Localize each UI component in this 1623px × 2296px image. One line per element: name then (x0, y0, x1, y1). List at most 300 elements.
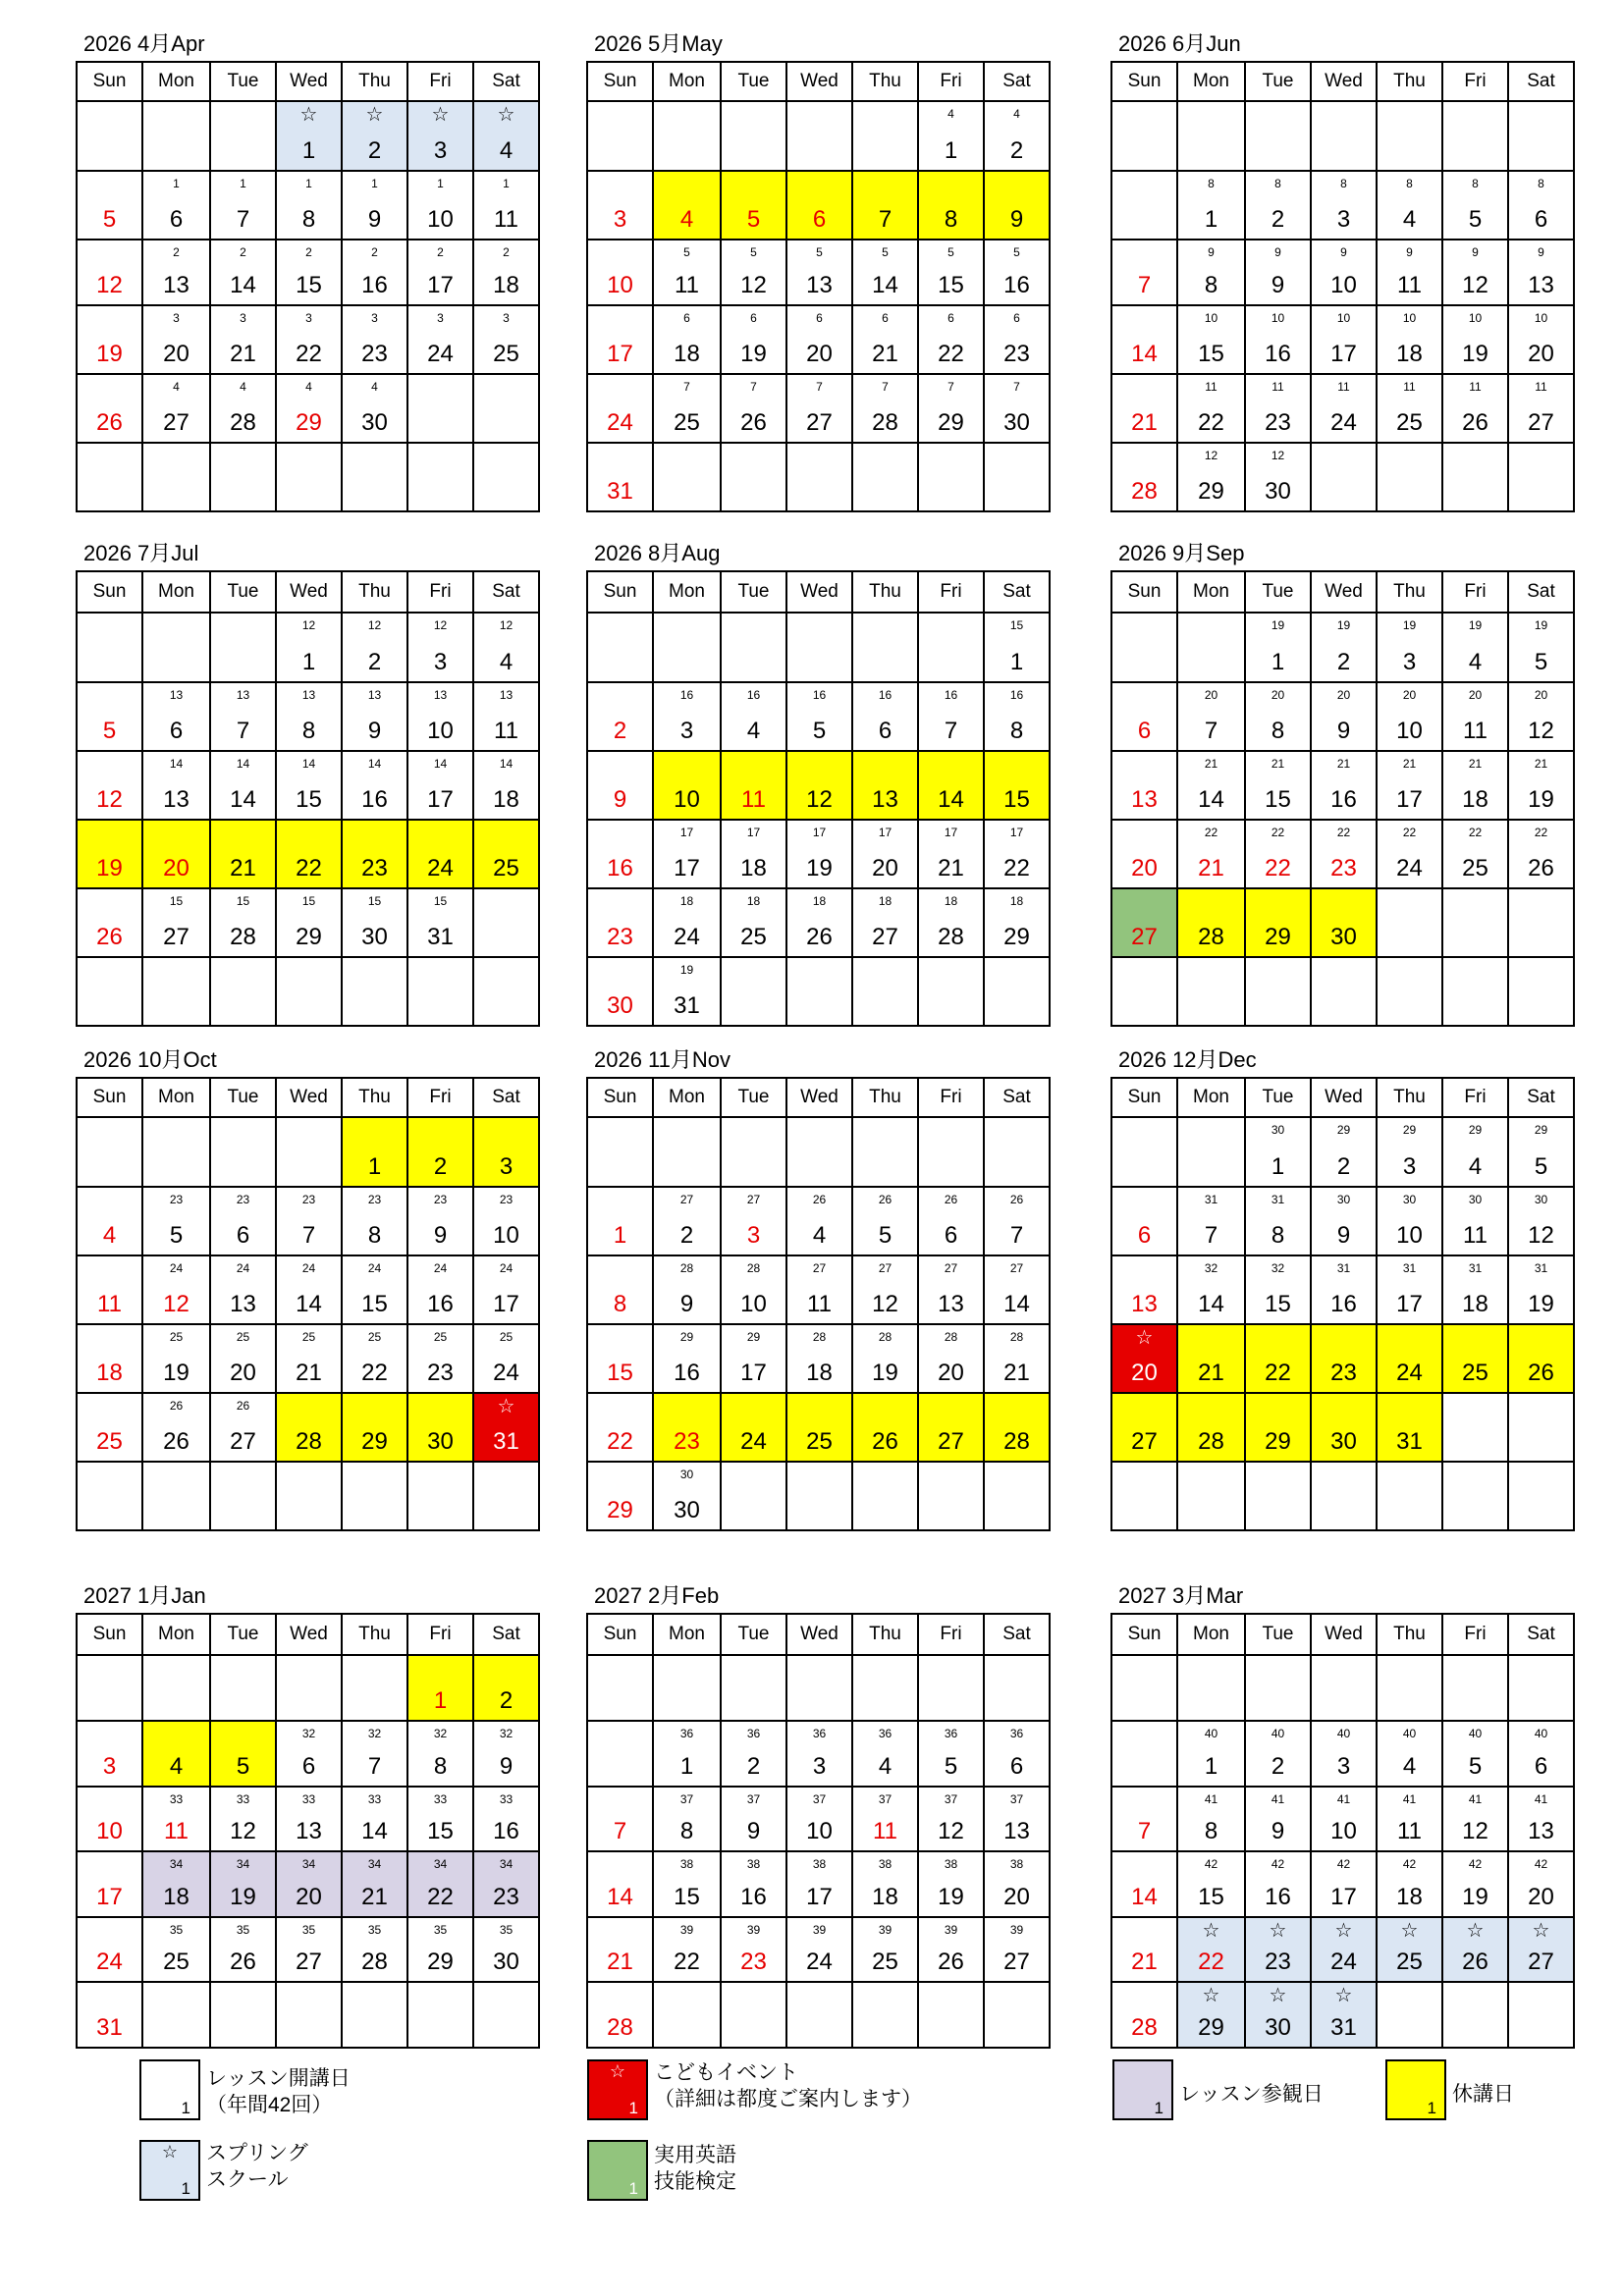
lesson-count: 40 (1468, 1727, 1483, 1740)
lesson-count: 24 (236, 1261, 250, 1275)
empty-day-cell (587, 1655, 653, 1721)
lesson-count: 11 (1337, 380, 1350, 394)
day-cell (786, 1393, 852, 1462)
weekday-header: Sun (77, 1078, 142, 1117)
day-cell (1177, 1982, 1245, 2048)
weekday-header: Sun (77, 62, 142, 101)
week-row (1111, 1982, 1574, 2048)
day-cell (407, 682, 473, 751)
empty-day-cell (276, 1655, 342, 1721)
day-number: 5 (878, 1222, 893, 1249)
day-number: 3 (812, 1753, 827, 1780)
day-cell (918, 1324, 984, 1393)
day-cell (77, 1851, 142, 1917)
lesson-count: 25 (367, 1330, 382, 1344)
day-cell (1442, 820, 1508, 888)
day-cell (210, 171, 276, 240)
day-number: 21 (1198, 1360, 1224, 1386)
lesson-count: 36 (812, 1727, 827, 1740)
day-cell (1377, 374, 1442, 443)
day-number: 22 (427, 1884, 454, 1910)
day-number: 13 (1131, 1291, 1158, 1317)
day-cell (1508, 374, 1574, 443)
empty-day-cell (1377, 443, 1442, 511)
empty-day-cell (653, 1117, 721, 1187)
lesson-count: 31 (1271, 1193, 1285, 1206)
day-cell (721, 682, 786, 751)
lesson-count: 34 (499, 1857, 514, 1871)
day-cell (1245, 171, 1311, 240)
lesson-count: 38 (878, 1857, 893, 1871)
day-number: 23 (427, 1360, 454, 1386)
day-cell (1111, 1917, 1177, 1982)
lesson-count: 4 (305, 380, 312, 394)
week-row (77, 1187, 539, 1255)
day-number: 10 (674, 786, 700, 813)
day-cell (1245, 1324, 1311, 1393)
weekday-header: Fri (407, 62, 473, 101)
lesson-count: 14 (433, 757, 448, 771)
legend-event-label: こどもイベント (654, 2061, 798, 2084)
empty-day-cell (473, 1982, 539, 2048)
day-number: 4 (746, 718, 761, 744)
day-cell (1177, 1851, 1245, 1917)
day-cell (342, 1324, 407, 1393)
day-number: 25 (1462, 855, 1488, 881)
week-row (77, 1982, 539, 2048)
day-cell (142, 751, 210, 820)
empty-day-cell (210, 1462, 276, 1530)
week-row (1111, 101, 1574, 171)
day-cell (1177, 1255, 1245, 1324)
day-cell (587, 171, 653, 240)
day-number: 9 (499, 1753, 514, 1780)
day-cell (653, 888, 721, 957)
legend-holiday-swatch (1385, 2059, 1446, 2120)
week-row (587, 820, 1050, 888)
legend-lesson-note: （年間42回） (206, 2094, 333, 2116)
day-cell (852, 820, 918, 888)
empty-day-cell (276, 443, 342, 511)
day-number: 30 (1265, 478, 1291, 505)
day-cell (1442, 1721, 1508, 1787)
day-number: 20 (1131, 1360, 1158, 1386)
lesson-count: 19 (1468, 618, 1483, 632)
day-number: 7 (1204, 718, 1218, 744)
day-number: 31 (607, 478, 633, 505)
empty-day-cell (142, 1982, 210, 2048)
day-number: 17 (427, 786, 454, 813)
week-row (77, 1721, 539, 1787)
empty-day-cell (210, 1117, 276, 1187)
empty-day-cell (721, 1982, 786, 2048)
weekday-header: Mon (653, 62, 721, 101)
weekday-header: Mon (1177, 1078, 1245, 1117)
day-cell (1245, 820, 1311, 888)
lesson-count: 14 (367, 757, 382, 771)
day-cell (342, 820, 407, 888)
day-number: 3 (1336, 206, 1351, 233)
day-number: 17 (674, 855, 700, 881)
legend-lesson-label: レッスン開講日 (206, 2067, 351, 2090)
day-cell (276, 1187, 342, 1255)
empty-day-cell (77, 613, 142, 682)
week-row (587, 240, 1050, 305)
day-cell (587, 957, 653, 1026)
lesson-count: 25 (301, 1330, 316, 1344)
lesson-count: 32 (499, 1727, 514, 1740)
day-number: 3 (102, 1753, 117, 1780)
empty-day-cell (77, 443, 142, 511)
empty-day-cell (407, 957, 473, 1026)
day-number: 21 (607, 1949, 633, 1975)
day-number: 6 (944, 1222, 958, 1249)
day-number: 2 (613, 718, 627, 744)
lesson-count: 36 (1009, 1727, 1024, 1740)
lesson-count: 31 (1204, 1193, 1218, 1206)
day-number: 24 (493, 1360, 519, 1386)
day-cell (984, 1255, 1050, 1324)
day-number: 10 (1330, 272, 1357, 298)
weekday-header: Mon (653, 1078, 721, 1117)
day-cell (1311, 1255, 1377, 1324)
lesson-count: 23 (236, 1193, 250, 1206)
day-number: 27 (872, 924, 898, 950)
day-number: 4 (812, 1222, 827, 1249)
day-number: 11 (741, 786, 766, 813)
lesson-count: 9 (1208, 245, 1215, 259)
day-number: 19 (163, 1360, 189, 1386)
empty-day-cell (587, 1721, 653, 1787)
lesson-count: 9 (1406, 245, 1413, 259)
legend-spring-label-1: スプリング (206, 2142, 308, 2164)
day-number: 20 (872, 855, 898, 881)
lesson-count: 32 (433, 1727, 448, 1740)
empty-day-cell (653, 101, 721, 171)
day-number: 17 (427, 272, 454, 298)
day-cell (473, 1255, 539, 1324)
day-cell (653, 305, 721, 374)
lesson-count: 30 (1336, 1193, 1351, 1206)
day-cell (407, 1324, 473, 1393)
lesson-count: 21 (1468, 757, 1483, 771)
day-number: 7 (1009, 1222, 1024, 1249)
day-number: 19 (806, 855, 833, 881)
lesson-count: 25 (236, 1330, 250, 1344)
lesson-count: 3 (371, 311, 378, 325)
day-cell (1245, 1982, 1311, 2048)
day-number: 18 (740, 855, 767, 881)
week-row (77, 957, 539, 1026)
day-cell (210, 374, 276, 443)
empty-day-cell (210, 613, 276, 682)
empty-day-cell (407, 1982, 473, 2048)
day-number: 16 (1330, 786, 1357, 813)
day-cell (1111, 820, 1177, 888)
day-cell (653, 682, 721, 751)
weekday-header: Mon (142, 62, 210, 101)
day-number: 24 (1330, 409, 1357, 436)
day-number: 30 (674, 1497, 700, 1523)
empty-day-cell (786, 101, 852, 171)
lesson-count: 3 (503, 311, 510, 325)
day-number: 13 (872, 786, 898, 813)
day-cell (1311, 1117, 1377, 1187)
day-number: 9 (1336, 718, 1351, 744)
day-number: 16 (1265, 1884, 1291, 1910)
day-cell (142, 374, 210, 443)
empty-day-cell (342, 1655, 407, 1721)
day-number: 13 (163, 786, 189, 813)
weekday-header: Fri (1442, 1614, 1508, 1655)
day-number: 13 (1528, 1818, 1554, 1844)
day-cell (1111, 305, 1177, 374)
day-number: 22 (1265, 855, 1291, 881)
lesson-count: 11 (1271, 380, 1284, 394)
empty-day-cell (1377, 1462, 1442, 1530)
empty-day-cell (473, 443, 539, 511)
day-cell (1245, 1917, 1311, 1982)
day-cell (721, 1917, 786, 1982)
lesson-count: 2 (173, 245, 180, 259)
day-number: 7 (944, 718, 958, 744)
lesson-count: 4 (173, 380, 180, 394)
lesson-count: 33 (169, 1792, 184, 1806)
day-cell (721, 888, 786, 957)
day-cell (407, 1117, 473, 1187)
empty-day-cell (407, 374, 473, 443)
day-number: 10 (740, 1291, 767, 1317)
star-icon: ☆ (1269, 1920, 1287, 1942)
lesson-count: 19 (1336, 618, 1351, 632)
lesson-count: 18 (679, 894, 694, 908)
day-number: 27 (1003, 1949, 1030, 1975)
day-cell (984, 305, 1050, 374)
lesson-count: 40 (1271, 1727, 1285, 1740)
day-number: 14 (1003, 1291, 1030, 1317)
empty-day-cell (1508, 1393, 1574, 1462)
empty-day-cell (1377, 888, 1442, 957)
legend-count: 1 (628, 2179, 638, 2198)
day-number: 1 (1271, 649, 1285, 675)
day-number: 18 (806, 1360, 833, 1386)
week-row (587, 1787, 1050, 1851)
day-number: 3 (1336, 1753, 1351, 1780)
lesson-count: 25 (169, 1330, 184, 1344)
empty-day-cell (587, 101, 653, 171)
weekday-header: Fri (918, 62, 984, 101)
day-number: 21 (230, 855, 256, 881)
day-number: 25 (806, 1428, 833, 1455)
day-number: 1 (1271, 1153, 1285, 1180)
week-row (77, 240, 539, 305)
lesson-count: 27 (1009, 1261, 1024, 1275)
empty-day-cell (473, 888, 539, 957)
month-title: 2027 1月Jan (83, 1583, 206, 1608)
day-cell (276, 101, 342, 171)
weekday-header: Sat (984, 1078, 1050, 1117)
day-cell (1111, 751, 1177, 820)
week-row (587, 613, 1050, 682)
day-number: 14 (361, 1818, 388, 1844)
day-cell (1508, 682, 1574, 751)
day-number: 11 (1463, 718, 1488, 744)
day-number: 24 (1396, 855, 1423, 881)
legend-lesson (139, 2059, 351, 2120)
day-number: 3 (499, 1153, 514, 1180)
day-number: 20 (1131, 855, 1158, 881)
empty-day-cell (1245, 1655, 1311, 1721)
day-number: 28 (607, 2014, 633, 2041)
lesson-count: 15 (1009, 618, 1024, 632)
weekday-header: Fri (1442, 62, 1508, 101)
day-number: 4 (499, 137, 514, 164)
day-cell (276, 1851, 342, 1917)
lesson-count: 20 (1271, 688, 1285, 702)
lesson-count: 16 (812, 688, 827, 702)
lesson-count: 22 (1402, 826, 1417, 839)
day-cell (342, 1255, 407, 1324)
empty-day-cell (918, 1655, 984, 1721)
week-row (1111, 1393, 1574, 1462)
day-cell (210, 1787, 276, 1851)
day-number: 26 (806, 924, 833, 950)
weekday-header: Fri (407, 1614, 473, 1655)
day-cell (407, 1721, 473, 1787)
lesson-count: 42 (1468, 1857, 1483, 1871)
lesson-count: 3 (305, 311, 312, 325)
legend-spring-label-2: スクール (206, 2168, 289, 2191)
month-title: 2026 4月Apr (83, 31, 205, 56)
day-number: 29 (1265, 1428, 1291, 1455)
empty-day-cell (852, 443, 918, 511)
week-row (1111, 1787, 1574, 1851)
day-cell (587, 1787, 653, 1851)
day-cell (142, 820, 210, 888)
lesson-count: 40 (1204, 1727, 1218, 1740)
day-cell (1245, 443, 1311, 511)
day-cell (473, 101, 539, 171)
day-cell (77, 240, 142, 305)
day-cell (1111, 1851, 1177, 1917)
week-row (77, 613, 539, 682)
day-cell (1245, 1255, 1311, 1324)
day-number: 12 (938, 1818, 964, 1844)
day-number: 25 (1396, 409, 1423, 436)
week-row (587, 171, 1050, 240)
day-number: 1 (1204, 206, 1218, 233)
day-number: 28 (1003, 1428, 1030, 1455)
day-cell (786, 751, 852, 820)
lesson-count: 39 (679, 1923, 694, 1937)
day-cell (473, 1851, 539, 1917)
month-title: 2027 2月Feb (594, 1583, 720, 1608)
day-number: 2 (1271, 206, 1285, 233)
day-number: 10 (493, 1222, 519, 1249)
day-number: 24 (740, 1428, 767, 1455)
week-row (1111, 1187, 1574, 1255)
day-number: 12 (806, 786, 833, 813)
empty-day-cell (142, 101, 210, 171)
weekday-header: Wed (1311, 1614, 1377, 1655)
day-number: 4 (499, 649, 514, 675)
month-calendar (76, 1583, 540, 2049)
empty-day-cell (1508, 888, 1574, 957)
day-cell (721, 820, 786, 888)
empty-day-cell (210, 1982, 276, 2048)
empty-day-cell (342, 443, 407, 511)
week-row (587, 1917, 1050, 1982)
day-cell (276, 1787, 342, 1851)
day-number: 7 (878, 206, 893, 233)
day-cell (1377, 240, 1442, 305)
month-grid (586, 1613, 1051, 2049)
legend-eiken-test (587, 2140, 736, 2201)
lesson-count: 17 (1009, 826, 1024, 839)
day-number: 24 (607, 409, 633, 436)
weekday-header: Tue (1245, 1078, 1311, 1117)
empty-day-cell (1177, 1462, 1245, 1530)
lesson-count: 38 (679, 1857, 694, 1871)
lesson-count: 20 (1468, 688, 1483, 702)
day-number: 13 (296, 1818, 322, 1844)
day-cell (587, 1462, 653, 1530)
lesson-count: 38 (812, 1857, 827, 1871)
day-cell (1508, 751, 1574, 820)
day-number: 10 (1396, 718, 1423, 744)
day-number: 31 (674, 992, 700, 1019)
day-cell (1442, 305, 1508, 374)
day-number: 15 (1265, 786, 1291, 813)
day-number: 22 (1198, 409, 1224, 436)
day-number: 3 (433, 137, 448, 164)
day-cell (342, 682, 407, 751)
empty-day-cell (473, 1462, 539, 1530)
day-number: 23 (1330, 855, 1357, 881)
day-number: 26 (163, 1428, 189, 1455)
lesson-count: 29 (746, 1330, 761, 1344)
weekday-header: Sun (587, 571, 653, 613)
day-number: 29 (361, 1428, 388, 1455)
day-cell (1442, 682, 1508, 751)
day-cell (984, 1187, 1050, 1255)
day-cell (1111, 1787, 1177, 1851)
day-number: 7 (1137, 1818, 1152, 1844)
month-grid (1110, 1613, 1575, 2049)
empty-day-cell (984, 1462, 1050, 1530)
day-cell (142, 1721, 210, 1787)
day-cell (473, 1787, 539, 1851)
day-number: 17 (96, 1884, 123, 1910)
day-cell (786, 682, 852, 751)
legend-test-label-1: 実用英語 (654, 2144, 736, 2166)
day-cell (1245, 305, 1311, 374)
lesson-count: 12 (1271, 449, 1285, 462)
lesson-count: 13 (433, 688, 448, 702)
day-number: 11 (494, 206, 518, 233)
empty-day-cell (786, 1117, 852, 1187)
day-cell (1442, 240, 1508, 305)
lesson-count: 11 (1403, 380, 1416, 394)
day-number: 27 (938, 1428, 964, 1455)
day-cell (587, 751, 653, 820)
lesson-count: 10 (1271, 311, 1285, 325)
lesson-count: 27 (746, 1193, 761, 1206)
day-number: 22 (296, 855, 322, 881)
lesson-count: 8 (1340, 177, 1347, 190)
weekday-header: Tue (1245, 62, 1311, 101)
day-cell (918, 1187, 984, 1255)
